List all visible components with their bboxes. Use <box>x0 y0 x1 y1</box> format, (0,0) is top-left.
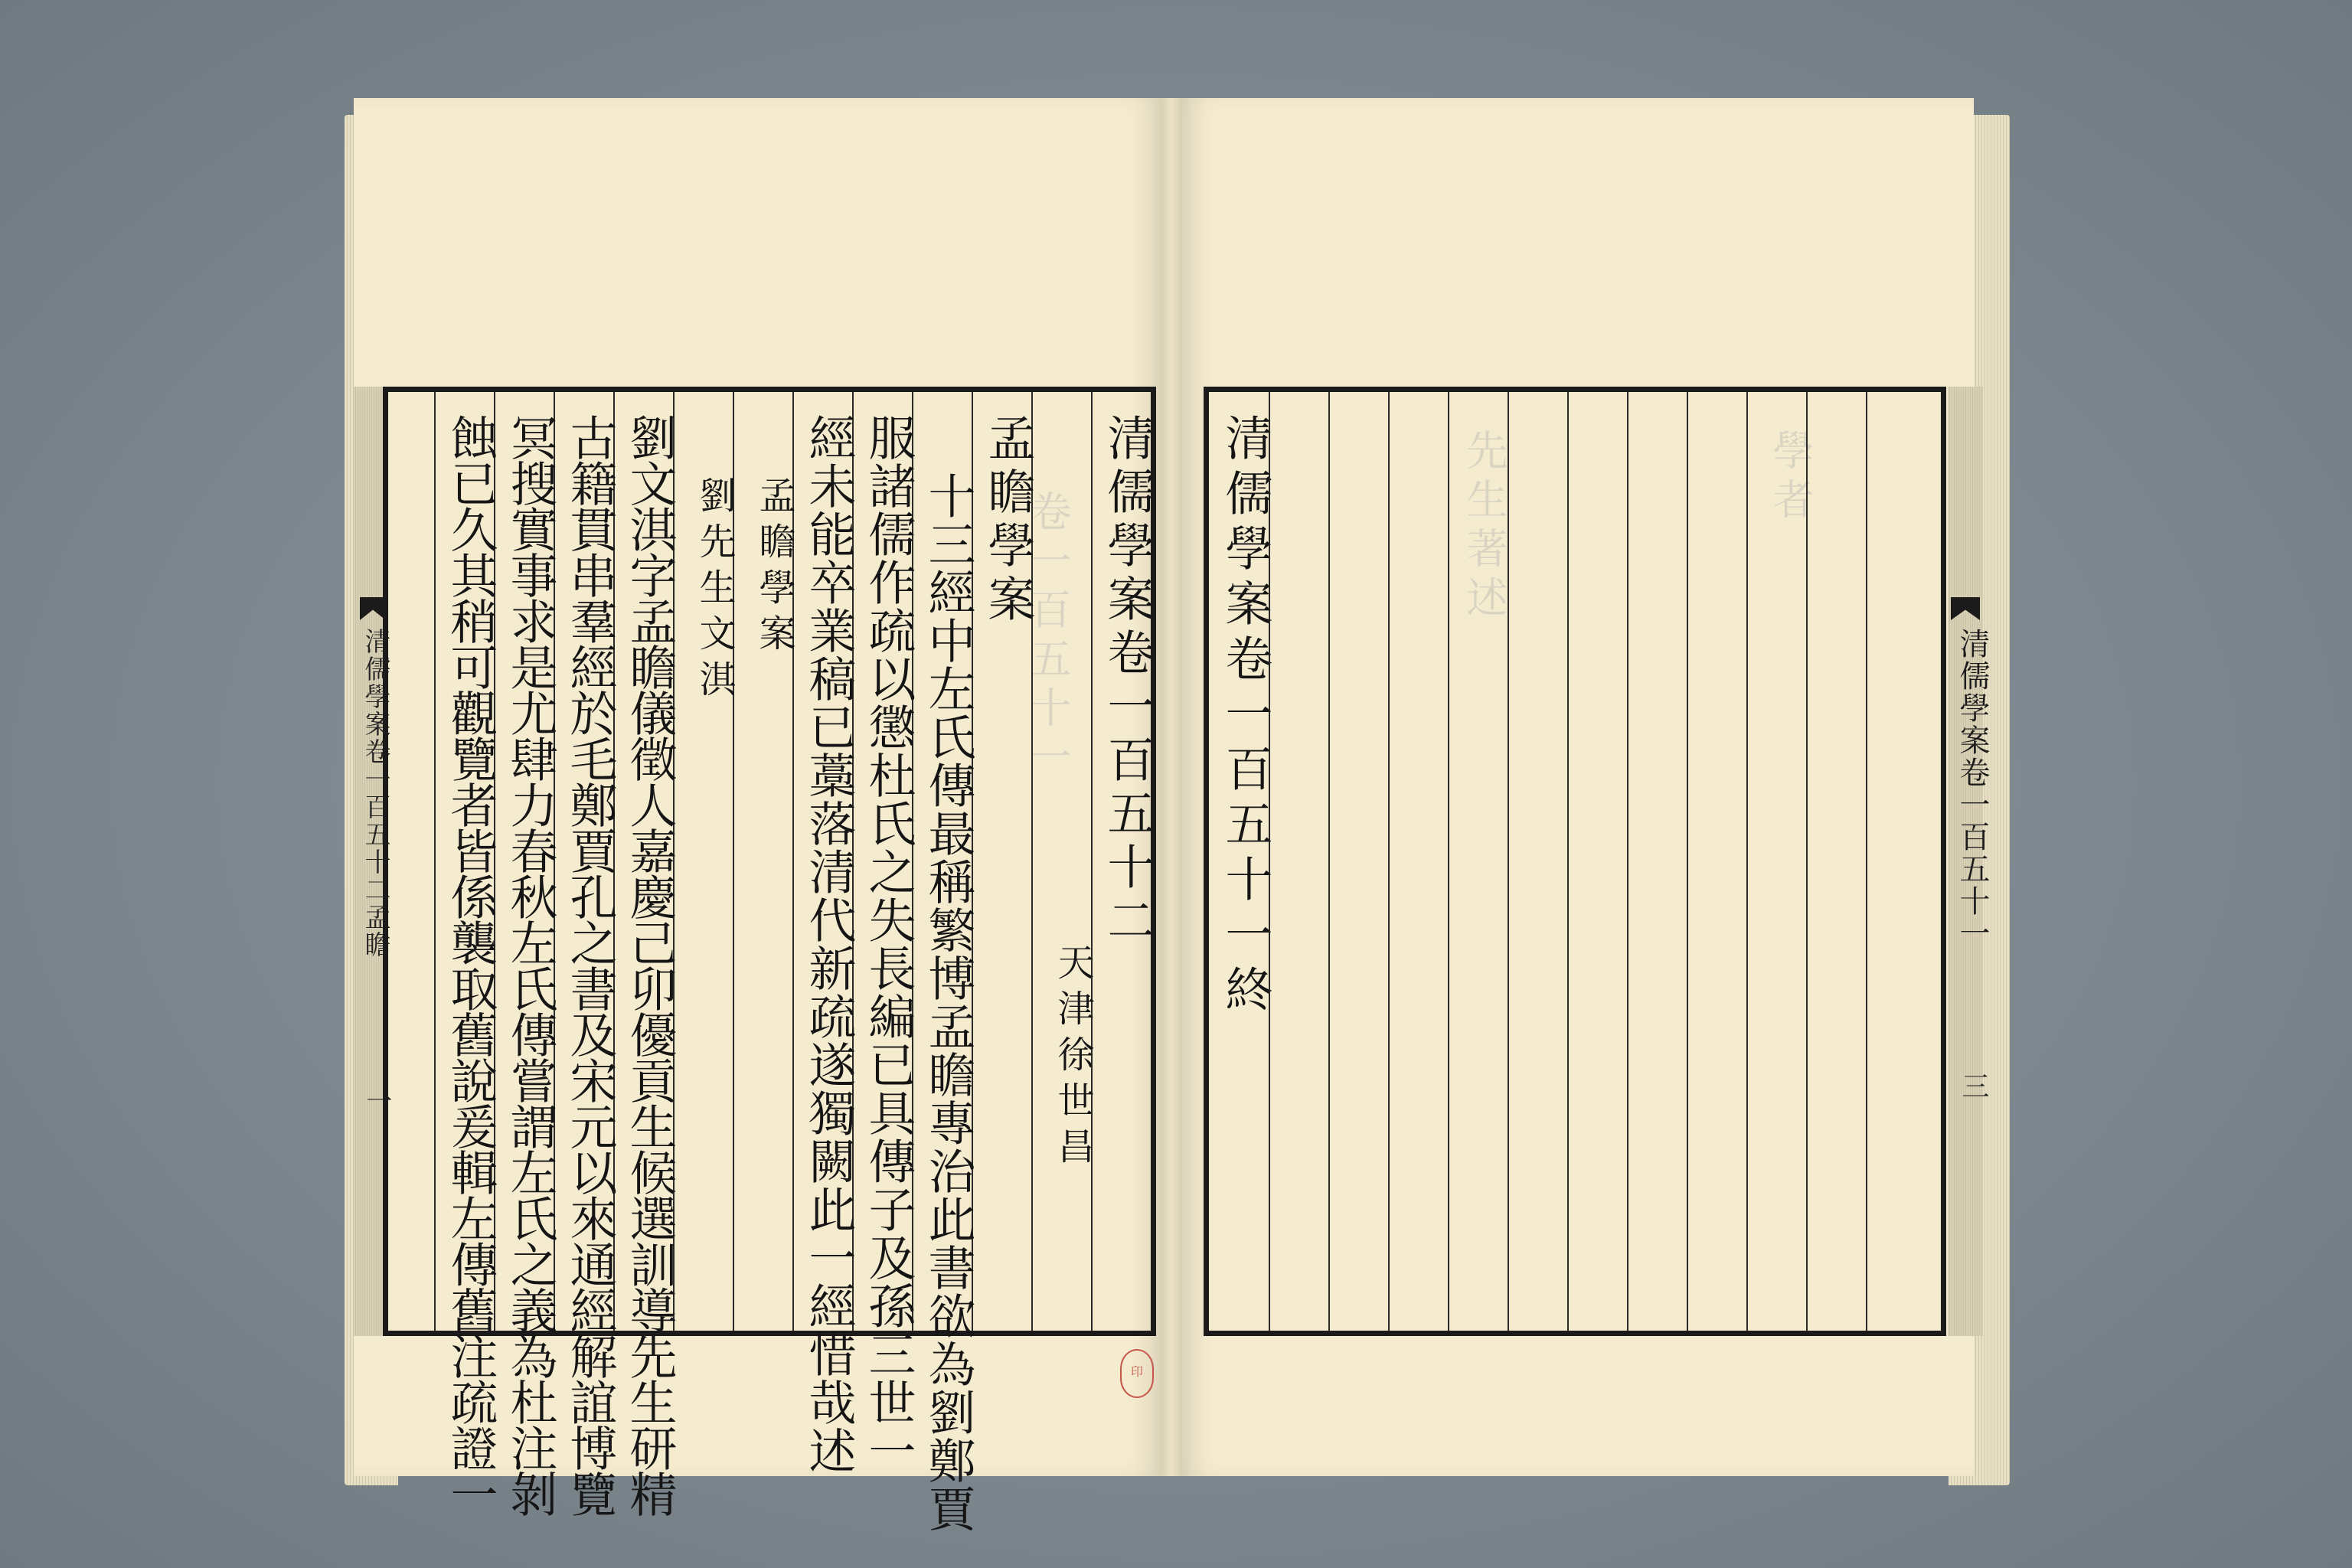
empty-column <box>1866 392 1941 1331</box>
empty-column <box>1388 392 1448 1331</box>
biography-text-line: 蝕已久其稍可觀覽者皆係襲取舊說爰輯左傳舊注疏證一 <box>443 413 498 1516</box>
bleed-through-text: 學者 <box>1766 429 1815 527</box>
book-gutter <box>1161 98 1182 1476</box>
left-fold-label: 清儒學案卷一百五十二孟瞻 <box>360 628 390 959</box>
text-column <box>613 392 678 1516</box>
intro-text-line: 十三經中左氏傳最稱繁博孟瞻專治此書欲為劉鄭賈 <box>920 472 976 1533</box>
text-column <box>1031 392 1094 1331</box>
empty-column <box>1567 392 1627 1331</box>
right-fold-page-number: 三 <box>1958 1072 1989 1099</box>
empty-column <box>1746 392 1806 1331</box>
text-column <box>434 392 498 1516</box>
text-column <box>972 392 1036 1331</box>
empty-column <box>1448 392 1508 1331</box>
scholar-name: 劉先生文淇 <box>693 476 736 706</box>
text-column <box>554 392 618 1516</box>
text-column <box>673 392 736 1331</box>
right-text-frame <box>1204 387 1946 1336</box>
case-title: 孟瞻學案 <box>753 476 795 660</box>
biography-text-line: 古籍貫串羣經於毛鄭賈孔之書及宋元以來通經解誼博覽 <box>562 413 618 1516</box>
empty-column <box>1806 392 1866 1331</box>
section-heading: 孟瞻學案 <box>980 413 1036 628</box>
biography-text-line: 冥搜實事求是尤肆力春秋左氏傳嘗謂左氏之義為杜注剝 <box>502 413 558 1516</box>
text-column <box>1091 392 1155 1331</box>
text-column <box>852 392 916 1475</box>
empty-column <box>1627 392 1687 1331</box>
red-seal-stamp: 印 <box>1120 1349 1154 1398</box>
empty-column <box>1508 392 1567 1331</box>
empty-column <box>1269 392 1328 1331</box>
author-line: 天津徐世昌 <box>1051 943 1094 1173</box>
empty-column <box>1328 392 1388 1331</box>
text-column <box>792 392 857 1475</box>
right-fold-label: 清儒學案卷一百五十一 <box>1955 628 1990 949</box>
intro-text-line: 經未能卒業稿已藁落清代新疏遂獨闕此一經惜哉述 <box>801 413 857 1475</box>
volume-title: 清儒學案卷一百五十二 <box>1099 413 1155 949</box>
volume-end-title: 清儒學案卷一百五十一終 <box>1217 413 1273 1020</box>
text-column <box>494 392 558 1516</box>
intro-text-line: 服諸儒作疏以懲杜氏之失長編已具傳子及孫三世一 <box>861 413 916 1475</box>
text-column <box>733 392 795 1331</box>
text-column <box>912 392 976 1533</box>
left-fold-page-number: 一 <box>361 1087 392 1113</box>
left-text-frame <box>383 387 1156 1533</box>
empty-column <box>1687 392 1746 1331</box>
text-column <box>1209 392 1273 1331</box>
bleed-through-text: 先生著述 <box>1460 429 1508 625</box>
bleed-through-text: 卷一百五十一 <box>1024 490 1072 784</box>
biography-text-line: 劉文淇字孟瞻儀徵人嘉慶己卯優貢生候選訓導先生研精 <box>622 413 678 1516</box>
